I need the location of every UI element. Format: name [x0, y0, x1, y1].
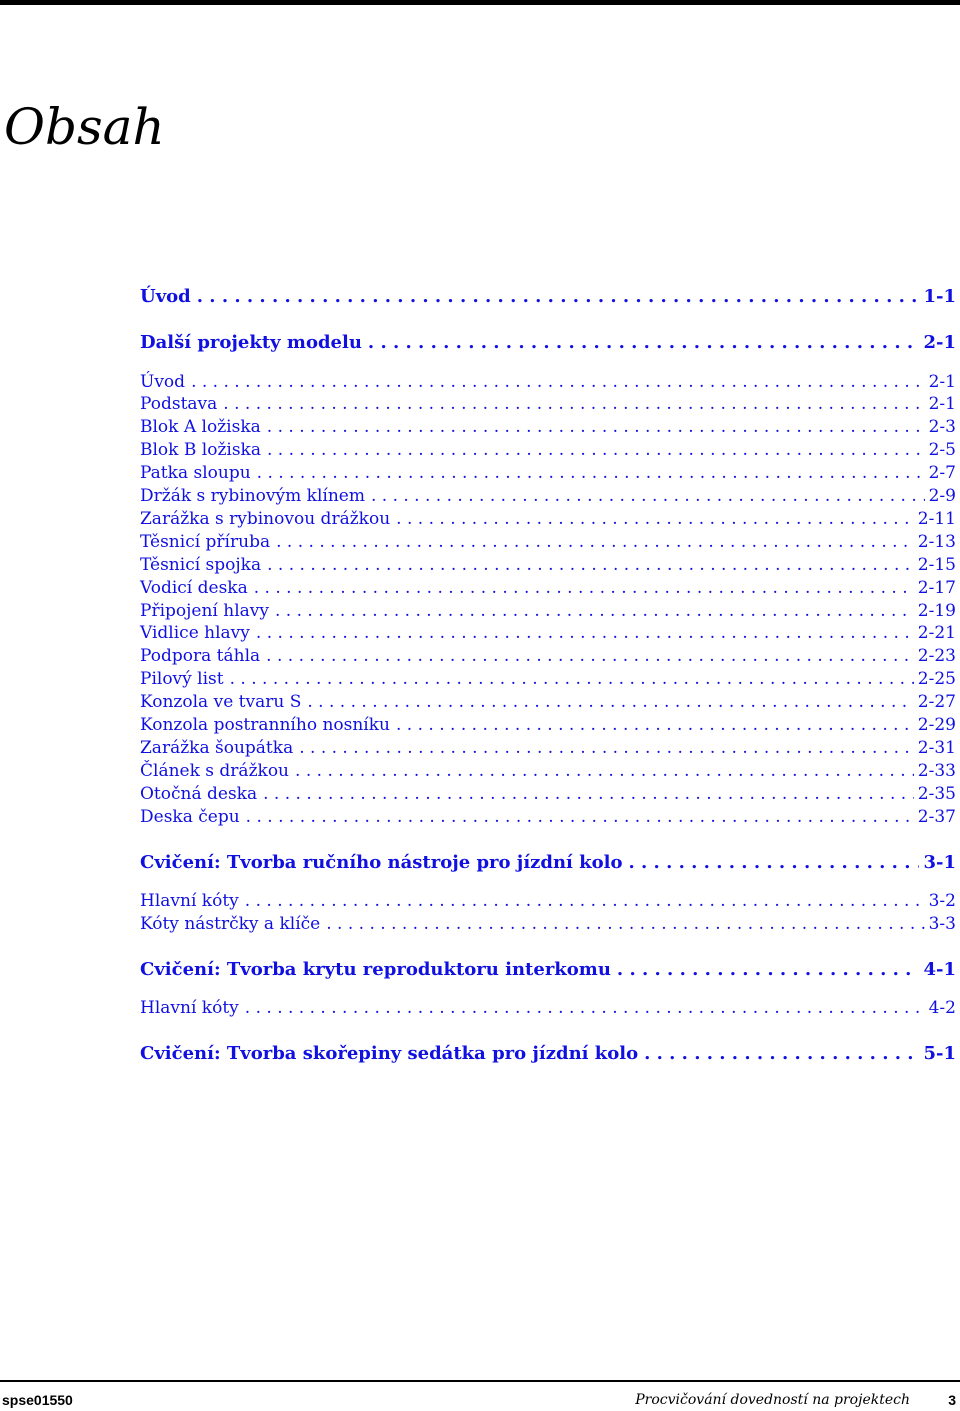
toc-entry-label: Držák s rybinovým klínem [140, 486, 365, 506]
toc-entry-konzola-postranniho[interactable] [140, 714, 956, 736]
toc-entry-dalsi-projekty[interactable] [140, 331, 956, 355]
toc-entry-page: 2-1 [923, 332, 956, 353]
toc-entry-otocna-deska[interactable] [140, 783, 956, 805]
toc-entry-page: 5-1 [923, 1043, 956, 1064]
toc-entry-label: Podpora táhla [140, 646, 261, 666]
toc-entry-hlavni-koty-3[interactable] [140, 890, 956, 912]
toc-entry-clanek-s-drazkou[interactable] [140, 760, 956, 782]
toc-entry-konzola-s[interactable] [140, 691, 956, 713]
toc-entry-uvod-chapter[interactable] [140, 285, 956, 309]
toc-entry-label: Cvičení: Tvorba skořepiny sedátka pro jízdní kolo [140, 1043, 639, 1064]
toc-entry-label: Konzola ve tvaru S [140, 692, 302, 712]
dot-leader [223, 393, 924, 415]
dot-leader [299, 737, 914, 759]
toc-entry-label: Cvičení: Tvorba ručního nástroje pro jízdní kolo [140, 852, 623, 873]
toc-entry-label: Kóty nástrčky a klíče [140, 914, 321, 934]
toc-entry-cviceni-kryt[interactable] [140, 958, 956, 982]
toc-entry-page: 3-3 [928, 914, 956, 934]
toc-entry-label: Blok B ložiska [140, 440, 261, 460]
toc-entry-cviceni-skorepina[interactable] [140, 1042, 956, 1066]
toc-entry-label: Blok A ložiska [140, 417, 261, 437]
toc-entry-label: Těsnicí příruba [140, 532, 271, 552]
dot-leader [245, 997, 925, 1019]
dot-leader [197, 285, 920, 309]
table-of-contents [140, 0, 956, 1200]
toc-entry-page: 4-2 [928, 998, 956, 1018]
toc-entry-vidlice-hlavy[interactable] [140, 622, 956, 644]
toc-entry-page: 2-29 [917, 715, 956, 735]
toc-entry-label: Patka sloupu [140, 463, 251, 483]
toc-entry-label: Vodicí deska [140, 578, 248, 598]
toc-entry-label: Pilový list [140, 669, 224, 689]
dot-leader [257, 462, 925, 484]
toc-entry-label: Cvičení: Tvorba krytu reproduktoru interkomu [140, 959, 611, 980]
dot-leader [617, 958, 920, 982]
dot-leader [371, 485, 925, 507]
toc-entry-label: Vidlice hlavy [140, 623, 250, 643]
footer-document-title: Procvičování dovedností na projektech [635, 1392, 910, 1408]
toc-entry-cviceni-nastroj[interactable] [140, 851, 956, 875]
toc-entry-page: 2-31 [917, 738, 956, 758]
toc-entry-page: 4-1 [923, 959, 956, 980]
toc-entry-koty-nastrcky[interactable] [140, 913, 956, 935]
toc-entry-page: 2-5 [928, 440, 956, 460]
dot-leader [276, 531, 914, 553]
dot-leader [267, 554, 914, 576]
toc-entry-uvod[interactable] [140, 371, 956, 393]
toc-entry-page: 2-19 [917, 601, 956, 621]
toc-entry-patka-sloupu[interactable] [140, 462, 956, 484]
toc-entry-tesnici-spojka[interactable] [140, 554, 956, 576]
toc-entry-page: 2-25 [917, 669, 956, 689]
page-title: Obsah [4, 98, 165, 156]
toc-entry-label: Zarážka šoupátka [140, 738, 294, 758]
dot-leader [254, 577, 914, 599]
toc-entry-page: 2-11 [917, 509, 956, 529]
toc-entry-blok-a[interactable] [140, 416, 956, 438]
dot-leader [191, 371, 925, 393]
footer-rule [0, 1380, 960, 1382]
toc-entry-label: Deska čepu [140, 807, 240, 827]
toc-entry-label: Podstava [140, 394, 218, 414]
toc-entry-hlavni-koty-4[interactable] [140, 997, 956, 1019]
toc-entry-page: 2-1 [928, 394, 956, 414]
dot-leader [266, 645, 914, 667]
dot-leader [644, 1042, 919, 1066]
toc-entry-page: 3-1 [923, 852, 956, 873]
dot-leader [307, 691, 913, 713]
toc-entry-page: 2-35 [917, 784, 956, 804]
toc-entry-label: Hlavní kóty [140, 998, 239, 1018]
toc-entry-page: 2-15 [917, 555, 956, 575]
toc-entry-label: Úvod [140, 372, 186, 392]
dot-leader [396, 714, 914, 736]
dot-leader [326, 913, 924, 935]
toc-entry-label: Hlavní kóty [140, 891, 239, 911]
toc-entry-page: 2-1 [928, 372, 956, 392]
toc-entry-zarazka-soupatka[interactable] [140, 737, 956, 759]
dot-leader [245, 890, 925, 912]
toc-entry-page: 1-1 [923, 286, 956, 307]
toc-entry-blok-b[interactable] [140, 439, 956, 461]
toc-entry-vodici-deska[interactable] [140, 577, 956, 599]
footer-document-code: spse01550 [2, 1392, 73, 1408]
toc-entry-label: Další projekty modelu [140, 332, 362, 353]
dot-leader [246, 806, 914, 828]
dot-leader [267, 439, 925, 461]
toc-entry-podstava[interactable] [140, 393, 956, 415]
toc-entry-page: 2-13 [917, 532, 956, 552]
toc-entry-page: 2-37 [917, 807, 956, 827]
toc-entry-page: 2-9 [928, 486, 956, 506]
toc-entry-pripojeni-hlavy[interactable] [140, 600, 956, 622]
toc-entry-page: 2-7 [928, 463, 956, 483]
toc-entry-page: 2-3 [928, 417, 956, 437]
dot-leader [368, 331, 920, 355]
toc-entry-page: 3-2 [928, 891, 956, 911]
toc-entry-label: Těsnicí spojka [140, 555, 262, 575]
toc-entry-tesnici-priruba[interactable] [140, 531, 956, 553]
dot-leader [628, 851, 919, 875]
dot-leader [275, 600, 914, 622]
dot-leader [256, 622, 914, 644]
toc-entry-zarazka-rybinova[interactable] [140, 508, 956, 530]
toc-entry-page: 2-17 [917, 578, 956, 598]
dot-leader [230, 668, 914, 690]
dot-leader [263, 783, 914, 805]
dot-leader [295, 760, 914, 782]
toc-entry-label: Připojení hlavy [140, 601, 269, 621]
toc-entry-page: 2-27 [917, 692, 956, 712]
toc-entry-page: 2-33 [917, 761, 956, 781]
toc-entry-page: 2-23 [917, 646, 956, 666]
toc-entry-drzak[interactable] [140, 485, 956, 507]
toc-entry-pilovy-list[interactable] [140, 668, 956, 690]
dot-leader [396, 508, 914, 530]
toc-entry-label: Konzola postranního nosníku [140, 715, 390, 735]
dot-leader [267, 416, 925, 438]
toc-entry-podpora-tahla[interactable] [140, 645, 956, 667]
footer-page-number: 3 [948, 1392, 956, 1408]
toc-entry-label: Zarážka s rybinovou drážkou [140, 509, 391, 529]
toc-entry-label: Otočná deska [140, 784, 258, 804]
toc-entry-deska-cepu[interactable] [140, 806, 956, 828]
toc-entry-label: Úvod [140, 286, 191, 307]
toc-entry-page: 2-21 [917, 623, 956, 643]
toc-entry-label: Článek s drážkou [140, 761, 290, 781]
